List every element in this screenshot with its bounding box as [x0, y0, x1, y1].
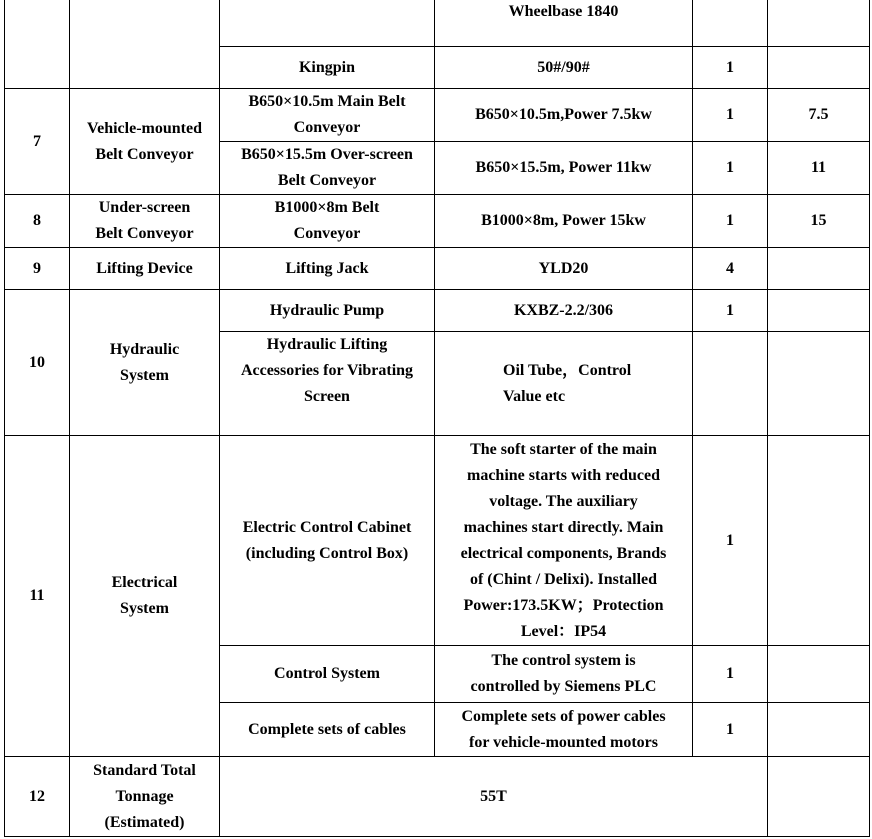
qty-cell — [693, 195, 768, 248]
equipment-spec-table — [4, 0, 870, 837]
system-text-line: System — [120, 366, 169, 384]
power-cell — [768, 0, 870, 47]
no-cell — [5, 195, 70, 248]
spec-text-line: controlled by Siemens PLC — [470, 678, 657, 695]
spec-cell — [435, 646, 693, 703]
spec-text-line: Level：IP54 — [520, 622, 607, 640]
qty-cell — [693, 47, 768, 89]
spec-text-line: machines start directly. Main — [463, 518, 664, 536]
spec-cell — [435, 436, 693, 646]
name-cell — [220, 703, 435, 757]
qty-cell — [693, 290, 768, 332]
name-cell — [220, 332, 435, 436]
name-cell — [220, 646, 435, 703]
power-cell — [768, 89, 870, 142]
spec-text: 50#/90# — [537, 58, 590, 76]
name-text-line: Accessories for Vibrating — [240, 362, 414, 379]
table-row — [5, 436, 870, 646]
no-cell — [5, 290, 70, 436]
system-text-line: Tonnage — [115, 787, 174, 805]
power-cell — [768, 248, 870, 290]
qty-cell — [693, 332, 768, 436]
qty-text: 1 — [726, 720, 734, 738]
system-text-line: Electrical — [111, 574, 178, 591]
power-cell — [768, 757, 870, 837]
qty-text: 1 — [726, 212, 734, 229]
table-row — [5, 0, 870, 47]
qty-cell — [693, 436, 768, 646]
spec-cell — [435, 47, 693, 89]
power-cell — [768, 646, 870, 703]
power-text: 11 — [810, 159, 827, 176]
power-cell — [768, 290, 870, 332]
power-cell — [768, 47, 870, 89]
power-cell — [768, 703, 870, 757]
name-text: Control System — [274, 665, 380, 682]
name-cell — [220, 47, 435, 89]
spec-cell — [435, 703, 693, 757]
no-cell — [5, 757, 70, 837]
system-text-line: Standard Total — [93, 761, 196, 779]
table-row — [5, 757, 870, 837]
spec-text-line: electrical components, Brands — [460, 544, 667, 562]
system-text-line: Hydraulic — [109, 340, 180, 358]
spec-text: KXBZ-2.2/306 — [513, 301, 614, 319]
name-cell — [220, 290, 435, 332]
power-text: 7.5 — [808, 106, 829, 123]
system-cell — [70, 89, 220, 195]
table-row — [5, 89, 870, 142]
system-text: Lifting Device — [96, 259, 193, 277]
spec-cell — [435, 332, 693, 436]
no-cell — [5, 89, 70, 195]
spec-text-line: Oil Tube，Control — [503, 362, 632, 379]
name-text: Lifting Jack — [285, 259, 369, 277]
system-text-line: Under-screen — [98, 199, 191, 216]
qty-text: 1 — [726, 301, 734, 319]
system-text-line: Belt Conveyor — [95, 225, 194, 242]
system-text-line: System — [120, 600, 169, 617]
system-cell — [70, 290, 220, 436]
spec-text: Wheelbase 1840 — [508, 3, 619, 20]
spec-cell — [435, 195, 693, 248]
tonnage-cell — [220, 757, 768, 837]
spec-text-line: Complete sets of power cables — [461, 707, 666, 725]
name-text: Complete sets of cables — [248, 720, 406, 738]
table-row — [5, 290, 870, 332]
name-cell — [220, 142, 435, 195]
name-text-line: Belt Conveyor — [277, 172, 377, 189]
system-cell — [70, 195, 220, 248]
name-cell — [220, 195, 435, 248]
qty-text: 4 — [726, 259, 734, 277]
spec-cell — [435, 0, 693, 47]
tonnage-value: 55T — [480, 787, 507, 805]
name-cell — [220, 248, 435, 290]
spec-cell — [435, 290, 693, 332]
spec-text-line: machine starts with reduced — [466, 466, 661, 484]
qty-text: 1 — [726, 159, 734, 176]
power-text: 15 — [810, 212, 827, 229]
spec-cell — [435, 142, 693, 195]
system-cell — [70, 0, 220, 89]
spec-cell — [435, 89, 693, 142]
qty-cell — [693, 646, 768, 703]
power-cell — [768, 195, 870, 248]
row-number: 12 — [29, 787, 45, 805]
qty-cell — [693, 248, 768, 290]
spec-text-line: voltage. The auxiliary — [489, 492, 638, 510]
qty-text: 1 — [726, 106, 734, 123]
spec-text-line: for vehicle-mounted motors — [469, 733, 658, 751]
spec-text: B650×15.5m, Power 11kw — [475, 159, 652, 176]
spec-text-line: Power:173.5KW；Protection — [463, 596, 664, 614]
power-cell — [768, 142, 870, 195]
no-cell — [5, 248, 70, 290]
name-text-line: Hydraulic Lifting — [266, 336, 388, 353]
system-text-line: (Estimated) — [104, 813, 185, 831]
spec-text-line: The control system is — [491, 652, 636, 669]
qty-text: 1 — [726, 531, 734, 549]
spec-text: YLD20 — [538, 259, 589, 277]
name-text-line: Screen — [304, 388, 350, 405]
spec-text: B1000×8m, Power 15kw — [481, 212, 646, 229]
spec-cell — [435, 248, 693, 290]
power-cell — [768, 332, 870, 436]
table-row — [5, 195, 870, 248]
qty-cell — [693, 0, 768, 47]
name-cell — [220, 89, 435, 142]
qty-cell — [693, 142, 768, 195]
qty-text: 1 — [726, 665, 734, 682]
no-cell — [5, 0, 70, 89]
name-text-line: Conveyor — [293, 225, 361, 242]
no-cell — [5, 436, 70, 757]
row-number: 9 — [33, 259, 41, 277]
spec-text-line: The soft starter of the main — [470, 440, 657, 458]
spec-text-line: Value etc — [503, 388, 566, 405]
system-text-line: Vehicle-mounted — [87, 119, 202, 137]
name-text-line: Conveyor — [293, 119, 361, 136]
system-cell — [70, 757, 220, 837]
row-number: 7 — [33, 132, 41, 150]
spec-text-line: of (Chint / Delixi). Installed — [469, 570, 658, 588]
name-text: Hydraulic Pump — [269, 301, 385, 319]
spec-text: B650×10.5m,Power 7.5kw — [475, 106, 652, 123]
row-number: 8 — [33, 212, 41, 229]
system-text-line: Belt Conveyor — [95, 145, 194, 163]
power-cell — [768, 436, 870, 646]
name-text: Kingpin — [298, 58, 356, 76]
row-number: 10 — [29, 353, 45, 371]
name-text-line: B1000×8m Belt — [274, 199, 380, 216]
name-text-line: B650×10.5m Main Belt — [248, 93, 406, 110]
name-text-line: B650×15.5m Over-screen — [241, 146, 413, 163]
qty-text: 1 — [726, 58, 734, 76]
name-cell — [220, 0, 435, 47]
qty-cell — [693, 703, 768, 757]
system-cell — [70, 248, 220, 290]
table-row — [5, 248, 870, 290]
name-text-line: Electric Control Cabinet — [242, 518, 412, 536]
qty-cell — [693, 89, 768, 142]
name-cell — [220, 436, 435, 646]
row-number: 11 — [29, 587, 45, 604]
name-text-line: (including Control Box) — [245, 544, 409, 562]
system-cell — [70, 436, 220, 757]
